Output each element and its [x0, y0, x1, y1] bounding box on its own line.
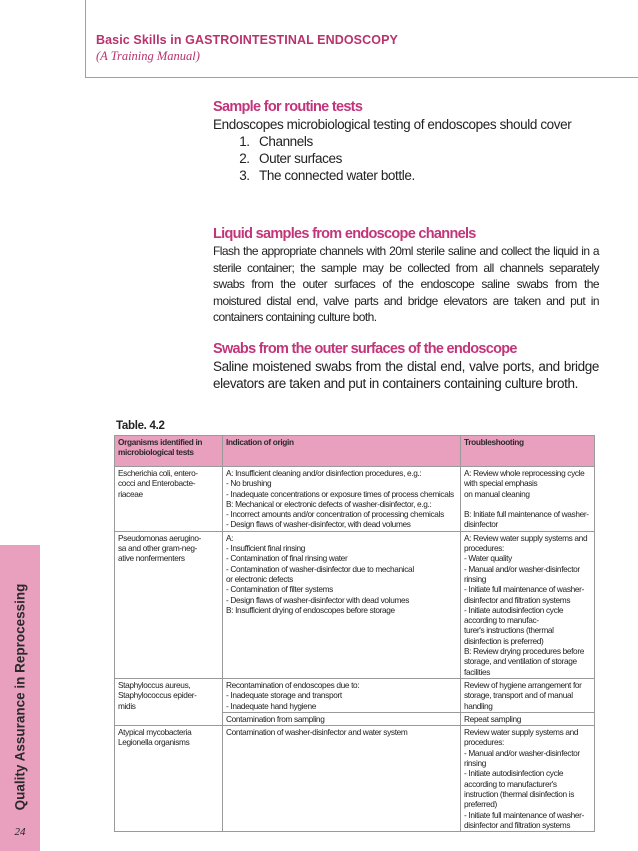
section-text: Saline moistened swabs from the distal end, valve ports, and bridge elevators are taken and put in containers containing culture broth. [213, 359, 599, 391]
routine-list [213, 133, 599, 184]
section-routine [213, 98, 599, 184]
cell-text: Review of hygiene arrangement for storage, transport and of manual handling [464, 679, 582, 711]
cell-text: Escherichia coli, entero- cocci and Enterobacte- riaceae [118, 468, 198, 499]
cell-text: Recontamination of endoscopes due to: - Inadequate storage and transport - Inadequate hand hygiene [226, 679, 360, 711]
table-row [115, 726, 595, 832]
cell-text: A: Review water supply systems and procedures: - Water quality - Manual and/or washer-disinfector rinsing - Initiate full maintenance of washer- disinfector and filtration systems - Initiate autodisinfection cycle according to manufac- turer's instructions (thermal disinfection is preferred) B: Review drying procedures before storage, and ventilation of storage facilities [464, 532, 588, 677]
book-title: Basic Skills in GASTROINTESTINAL ENDOSCOPY [96, 33, 398, 47]
table-cell [223, 712, 461, 725]
section-liquid [213, 225, 599, 326]
cell-text: A: - Insufficient final rinsing - Contamination of final rinsing water - Contamination of washer-disinfector due to mechanical or electronic defects - Contamination of filter systems - Design flaws of washer-disinfector with dead volumes B: Insufficient drying of endoscopes before storage [226, 532, 414, 615]
section-heading: Swabs from the outer surfaces of the endoscope [213, 341, 517, 357]
column-header: Indication of origin [223, 436, 461, 467]
chapter-title-vertical: Quality Assurance in Reprocessing [12, 583, 28, 811]
cell-text: Contamination from sampling [226, 713, 325, 724]
section-heading: Sample for routine tests [213, 99, 363, 115]
table-row [115, 531, 595, 678]
table-cell [223, 467, 461, 532]
header-rule-vertical [85, 0, 86, 78]
page-number: 24 [14, 826, 26, 838]
cell-text: Staphyloccus aureus, Staphylococcus epider- midis [118, 679, 197, 711]
table-cell [461, 712, 595, 725]
table-row [115, 467, 595, 532]
cell-text: A: Insufficient cleaning and/or disinfection procedures, e.g.: - No brushing - Inadequate concentrations or exposure times of process chemicals B: Mechanical or electronic defects of washer-disinfector, e.g.: - Incorrect amounts and/or concentration of processing chemicals - Design flaws of washer-disinfector, with dead volumes [226, 468, 454, 530]
cell-text: Pseudomonas aerugino- sa and other gram-neg- ative nonfermenters [118, 532, 202, 564]
list-item: 1. Channels [253, 133, 599, 150]
cell-text: Atypical mycobacteria Legionella organisms [118, 727, 192, 748]
cell-text: A: Review whole reprocessing cycle with special emphasis on manual cleaning B: Initiate full maintenance of washer- disinfector [464, 468, 589, 530]
table-cell [461, 467, 595, 532]
column-header: Organisms identified in microbiological tests [115, 436, 223, 467]
table-cell [115, 726, 223, 832]
cell-text: Repeat sampling [464, 713, 522, 724]
table-cell [461, 726, 595, 832]
list-item: 3. The connected water bottle. [253, 167, 599, 184]
table-cell [461, 531, 595, 678]
organisms-table [114, 435, 595, 832]
section-text: Endoscopes microbiological testing of endoscopes should cover [213, 117, 572, 132]
section-heading: Liquid samples from endoscope channels [213, 226, 476, 242]
book-subtitle: (A Training Manual) [96, 49, 200, 63]
table-caption: Table. 4.2 [116, 420, 165, 432]
table-cell [115, 531, 223, 678]
table-cell [461, 678, 595, 712]
column-header: Troubleshooting [461, 436, 595, 467]
table-cell [223, 531, 461, 678]
table-header-row [115, 436, 595, 467]
section-swabs [213, 340, 599, 392]
cell-text: Contamination of washer-disinfector and water system [226, 727, 408, 738]
table-row [115, 678, 595, 712]
list-item: 2. Outer surfaces [253, 150, 599, 167]
table-cell [115, 467, 223, 532]
section-text: Flash the appropriate channels with 20ml sterile saline and collect the liquid in a sterile container; the sample may be collected from all channels separately swabs from the outer surfaces of the endoscope saline swabs from the moistured distal end, valve parts and bridge elevators are taken and put in containers containing culture both. [213, 244, 599, 324]
cell-text: Review water supply systems and procedures: - Manual and/or washer-disinfector rinsing - Initiate autodisinfection cycle according to manufacturer's instruction (thermal disinfection is preferred) - Initiate full maintenance of washer- disinfector and filtration systems [464, 727, 584, 830]
header-rule-horizontal [85, 77, 638, 78]
table-cell [223, 726, 461, 832]
table-cell [223, 678, 461, 712]
table-cell [115, 678, 223, 725]
